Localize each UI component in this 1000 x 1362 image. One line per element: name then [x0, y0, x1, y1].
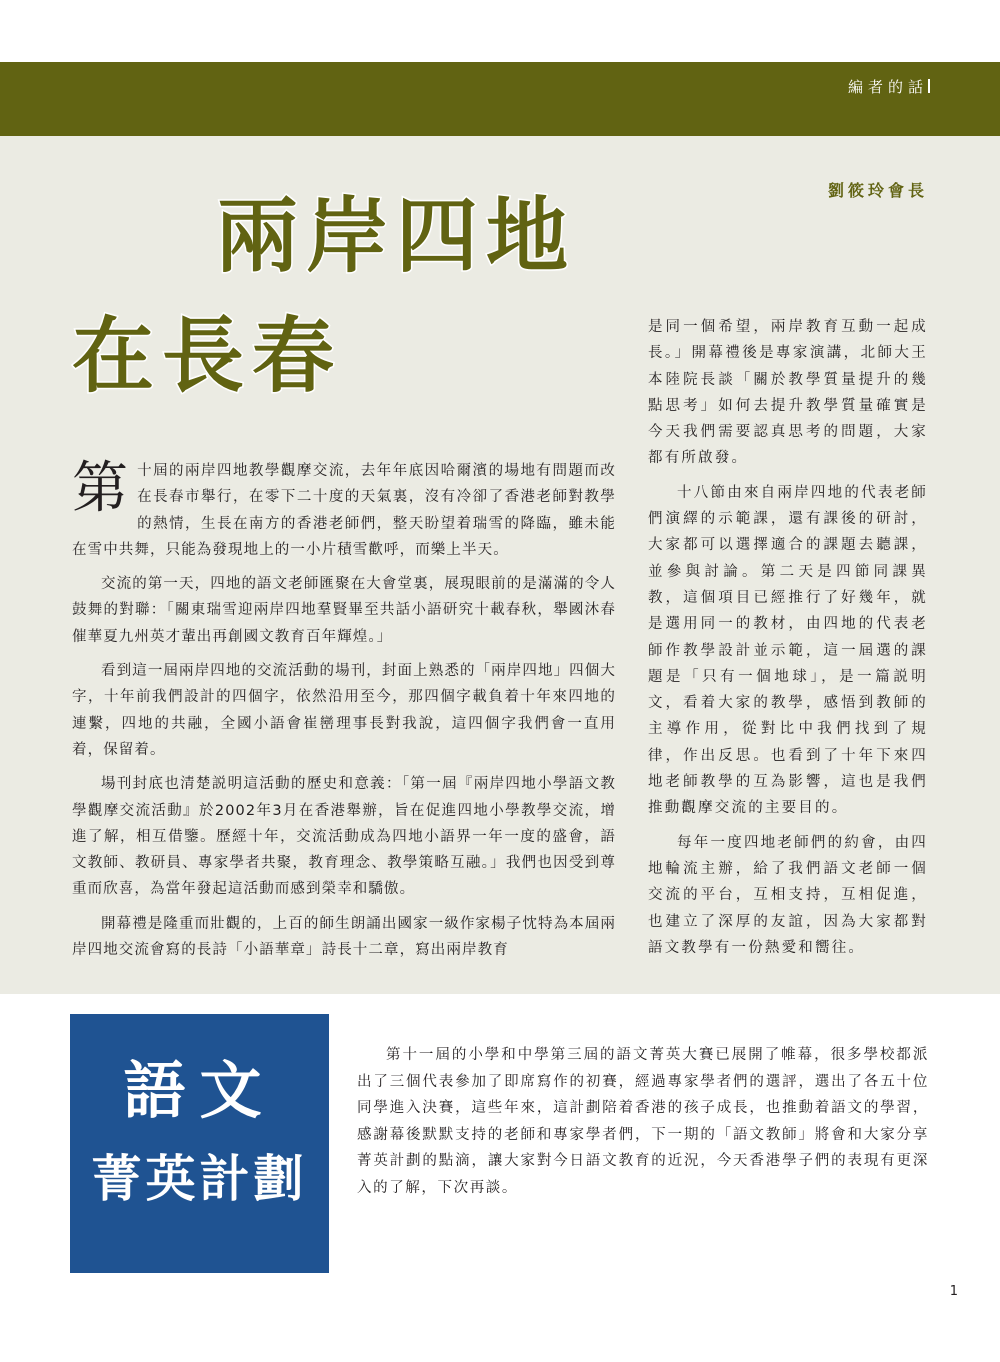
paragraph-1-text: 十屆的兩岸四地教學觀摩交流，去年年底因哈爾濱的場地有問題而改在長春市舉行，在零下二十度的天氣裏，沒有冷卻了香港老師對教學的熱情，生長在南方的香港老師們，整天盼望着瑞雪的降臨，雖未能在雪中共舞，只能為發現地上的一小片積雪歡呼，而樂上半天。 [72, 463, 616, 558]
feature-title-line-2: 菁英計劃 [91, 1149, 308, 1208]
paragraph-2: 交流的第一天，四地的語文老師匯聚在大會堂裏，展現眼前的是滿滿的令人鼓舞的對聯：「關東瑞雪迎兩岸四地羣賢畢至共話小語研究十載春秋，舉國沐春催華夏九州英才輩出再創國文教育百年輝煌。」 [72, 576, 616, 645]
article-right-column [648, 314, 928, 969]
header-band [0, 62, 1000, 136]
feature-paragraph: 第十一屆的小學和中學第三屆的語文菁英大賽已展開了帷幕，很多學校都派出了三個代表參加了即席寫作的初賽，經過專家學者們的選評，選出了各五十位同學進入決賽，這些年來，這計劃陪着香港的孩子成長，也推動着語文的學習，感謝幕後默默支持的老師和專家學者們，下一期的「語文教師」將會和大家分享菁英計劃的點滴，讓大家對今日語文教育的近況，今天香港學子們的表現有更深入的了解，下次再談。 [357, 1047, 929, 1196]
paragraph-4: 場刊封底也清楚説明這活動的歷史和意義：「第一屆『兩岸四地小學語文教學觀摩交流活動』於2002年3月在香港舉辦，旨在促進四地小學教學交流，增進了解，相互借鑒。歷經十年，交流活動成為四地小語界一年一度的盛會，語文教師、教研員、專家學者共聚，教育理念、教學策略互融。」我們也因受到尊重而欣喜，為當年發起這活動而感到榮幸和驕傲。 [72, 776, 616, 898]
paragraph-5: 開幕禮是隆重而壯觀的，上百的師生朗誦出國家一級作家楊子忱特為本屆兩岸四地交流會寫的長詩「小語華章」詩長十二章，寫出兩岸教育 [72, 915, 616, 959]
feature-body [357, 1042, 929, 1201]
section-label-text: 編者的話 [847, 78, 928, 96]
title-line-1: 兩岸四地 [216, 189, 577, 284]
drop-cap: 第 [72, 456, 130, 521]
author: 劉筱玲會長 [827, 181, 928, 200]
section-label-divider [928, 79, 930, 93]
feature-title-line-1: 語文 [123, 1054, 276, 1127]
feature-title-box [70, 1014, 329, 1273]
title-line-2: 在長春 [72, 309, 343, 404]
article-left-column [72, 458, 616, 971]
paragraph-8: 每年一度四地老師們的約會，由四地輪流主辦，給了我們語文老師一個交流的平台，互相支持，互相促進，也建立了深厚的友誼，因為大家都對語文教學有一份熱愛和嚮往。 [648, 834, 928, 956]
paragraph-3: 看到這一屆兩岸四地的交流活動的場刊，封面上熟悉的「兩岸四地」四個大字，十年前我們設計的四個字，依然沿用至今，那四個字載負着十年來四地的連繫，四地的共融，全國小語會崔巒理事長對我說，這四個字我們會一直用着，保留着。 [72, 663, 616, 758]
paragraph-6: 是同一個希望，兩岸教育互動一起成長。」開幕禮後是專家演講，北師大王本陸院長談「關於教學質量提升的幾點思考」如何去提升教學質量確實是今天我們需要認真思考的問題，大家都有所啟發。 [648, 319, 928, 467]
paragraph-7: 十八節由來自兩岸四地的代表老師們演繹的示範課，還有課後的研討，大家都可以選擇適合的課題去聽課，並參與討論。第二天是四節同課異教，這個項目已經推行了好幾年，就是選用同一的教材，由四地的代表老師作教學設計並示範，這一屆選的課題是「只有一個地球」，是一篇説明文，看着大家的教學，感悟到教師的主導作用，從對比中我們找到了規律，作出反思。也看到了十年下來四地老師教學的互為影響，這也是我們推動觀摩交流的主要目的。 [648, 484, 928, 817]
paragraph-1 [72, 458, 616, 563]
page-number: 1 [949, 1284, 958, 1299]
section-label [848, 76, 930, 97]
